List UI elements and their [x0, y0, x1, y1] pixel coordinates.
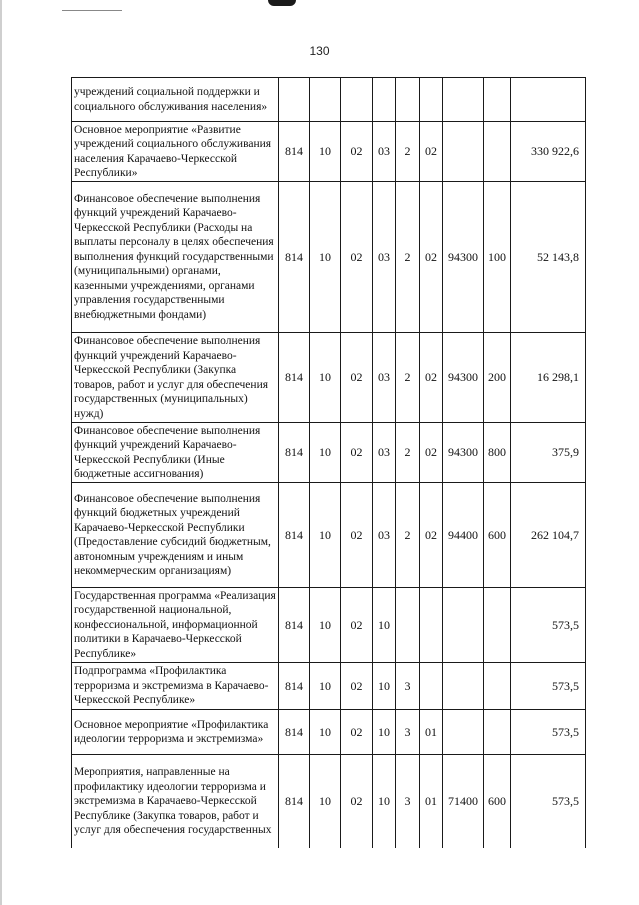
cell-program: 03	[373, 122, 396, 182]
cell-subprogram: 2	[396, 122, 420, 182]
cell-event: 02	[420, 122, 443, 182]
cell-event	[420, 588, 443, 663]
cell-direction: 94300	[443, 333, 484, 423]
cell-amount: 375,9	[511, 423, 586, 483]
cell-program: 03	[373, 423, 396, 483]
cell-direction: 94300	[443, 423, 484, 483]
cell-event: 02	[420, 182, 443, 333]
budget-table	[71, 77, 586, 848]
cell-section	[310, 78, 341, 122]
cell-event: 02	[420, 333, 443, 423]
cell-grbs: 814	[279, 182, 310, 333]
cell-expense-type: 100	[484, 182, 511, 333]
cell-direction	[443, 588, 484, 663]
cell-grbs: 814	[279, 483, 310, 588]
cell-section: 10	[310, 333, 341, 423]
cell-subprogram	[396, 78, 420, 122]
table-row	[72, 423, 586, 483]
cell-program: 03	[373, 483, 396, 588]
cell-grbs: 814	[279, 333, 310, 423]
cell-subsection: 02	[341, 122, 373, 182]
row-name: Финансовое обеспечение выполнения функций бюджетных учреждений Карачаево-Черкесской Республики (Предоставление субсидий бюджетным, автономным учреждениям и иным некоммерческим организациям)	[72, 483, 279, 588]
cell-subprogram: 3	[396, 710, 420, 755]
cell-amount	[511, 78, 586, 122]
row-name: Финансовое обеспечение выполнения функций учреждений Карачаево-Черкесской Республики (Расходы на выплаты персоналу в целях обеспечения выполнения функций государственными (муниципальными) органами, казенными учреждениями, органами управления государственными внебюджетными фондами)	[72, 182, 279, 333]
row-name: учреждений социальной поддержки и социального обслуживания населения»	[72, 78, 279, 122]
cell-section: 10	[310, 663, 341, 710]
cell-subprogram: 2	[396, 423, 420, 483]
scan-artifact-line	[62, 10, 122, 11]
cell-subsection	[341, 78, 373, 122]
cell-amount: 262 104,7	[511, 483, 586, 588]
cell-section: 10	[310, 122, 341, 182]
cell-subprogram	[396, 588, 420, 663]
cell-section: 10	[310, 588, 341, 663]
cell-section: 10	[310, 182, 341, 333]
row-name: Финансовое обеспечение выполнения функций учреждений Карачаево-Черкесской Республики (Иные бюджетные ассигнования)	[72, 423, 279, 483]
cell-subprogram: 2	[396, 483, 420, 588]
cell-grbs	[279, 78, 310, 122]
cell-amount: 52 143,8	[511, 182, 586, 333]
cell-program: 10	[373, 588, 396, 663]
cell-amount: 573,5	[511, 588, 586, 663]
cell-event: 01	[420, 710, 443, 755]
cell-subsection: 02	[341, 333, 373, 423]
cell-expense-type	[484, 122, 511, 182]
cell-expense-type: 200	[484, 333, 511, 423]
cell-program	[373, 78, 396, 122]
cell-program: 10	[373, 663, 396, 710]
cell-direction	[443, 710, 484, 755]
row-name: Мероприятия, направленные на профилактику идеологии терроризма и экстремизма в Карачаево-Черкесской Республике (Закупка товаров, работ и услуг для обеспечения государственных	[72, 755, 279, 848]
cell-grbs: 814	[279, 755, 310, 848]
page-number: 130	[309, 44, 330, 58]
cell-section: 10	[310, 710, 341, 755]
cell-subsection: 02	[341, 483, 373, 588]
table-row	[72, 710, 586, 755]
cell-section: 10	[310, 483, 341, 588]
cell-subprogram: 2	[396, 333, 420, 423]
cell-section: 10	[310, 755, 341, 848]
cell-amount: 573,5	[511, 663, 586, 710]
cell-grbs: 814	[279, 710, 310, 755]
cell-expense-type: 600	[484, 755, 511, 848]
table-row	[72, 483, 586, 588]
row-name: Основное мероприятие «Развитие учреждений социального обслуживания населения Карачаево-Черкесской Республики»	[72, 122, 279, 182]
scan-edge	[0, 0, 2, 905]
cell-grbs: 814	[279, 588, 310, 663]
cell-section: 10	[310, 423, 341, 483]
cell-event: 02	[420, 483, 443, 588]
cell-amount: 330 922,6	[511, 122, 586, 182]
scan-artifact	[268, 0, 296, 6]
cell-subsection: 02	[341, 663, 373, 710]
table-row	[72, 333, 586, 423]
cell-subsection: 02	[341, 710, 373, 755]
table-row	[72, 122, 586, 182]
cell-expense-type	[484, 78, 511, 122]
cell-subsection: 02	[341, 755, 373, 848]
cell-direction: 71400	[443, 755, 484, 848]
cell-event	[420, 78, 443, 122]
row-name: Основное мероприятие «Профилактика идеологии терроризма и экстремизма»	[72, 710, 279, 755]
cell-subprogram: 2	[396, 182, 420, 333]
cell-subsection: 02	[341, 588, 373, 663]
cell-expense-type	[484, 710, 511, 755]
row-name: Государственная программа «Реализация государственной национальной, конфессиональной, информационной политики в Карачаево-Черкесской Республике»	[72, 588, 279, 663]
cell-amount: 16 298,1	[511, 333, 586, 423]
cell-direction	[443, 78, 484, 122]
cell-direction: 94300	[443, 182, 484, 333]
cell-direction	[443, 122, 484, 182]
cell-subsection: 02	[341, 182, 373, 333]
cell-expense-type	[484, 663, 511, 710]
cell-event: 01	[420, 755, 443, 848]
cell-direction: 94400	[443, 483, 484, 588]
cell-subprogram: 3	[396, 663, 420, 710]
cell-subprogram: 3	[396, 755, 420, 848]
cell-program: 03	[373, 333, 396, 423]
cell-event: 02	[420, 423, 443, 483]
cell-grbs: 814	[279, 423, 310, 483]
row-name: Подпрограмма «Профилактика терроризма и экстремизма в Карачаево-Черкесской Республике»	[72, 663, 279, 710]
cell-grbs: 814	[279, 663, 310, 710]
table-row	[72, 182, 586, 333]
table-row	[72, 663, 586, 710]
cell-program: 03	[373, 182, 396, 333]
cell-direction	[443, 663, 484, 710]
cell-amount: 573,5	[511, 755, 586, 848]
cell-event	[420, 663, 443, 710]
table-row	[72, 588, 586, 663]
cell-expense-type	[484, 588, 511, 663]
cell-expense-type: 600	[484, 483, 511, 588]
cell-subsection: 02	[341, 423, 373, 483]
cell-amount: 573,5	[511, 710, 586, 755]
table-row	[72, 78, 586, 122]
cell-grbs: 814	[279, 122, 310, 182]
cell-expense-type: 800	[484, 423, 511, 483]
cell-program: 10	[373, 755, 396, 848]
cell-program: 10	[373, 710, 396, 755]
table-row	[72, 755, 586, 848]
row-name: Финансовое обеспечение выполнения функций учреждений Карачаево-Черкесской Республики (Закупка товаров, работ и услуг для обеспечения государственных (муниципальных) нужд)	[72, 333, 279, 423]
